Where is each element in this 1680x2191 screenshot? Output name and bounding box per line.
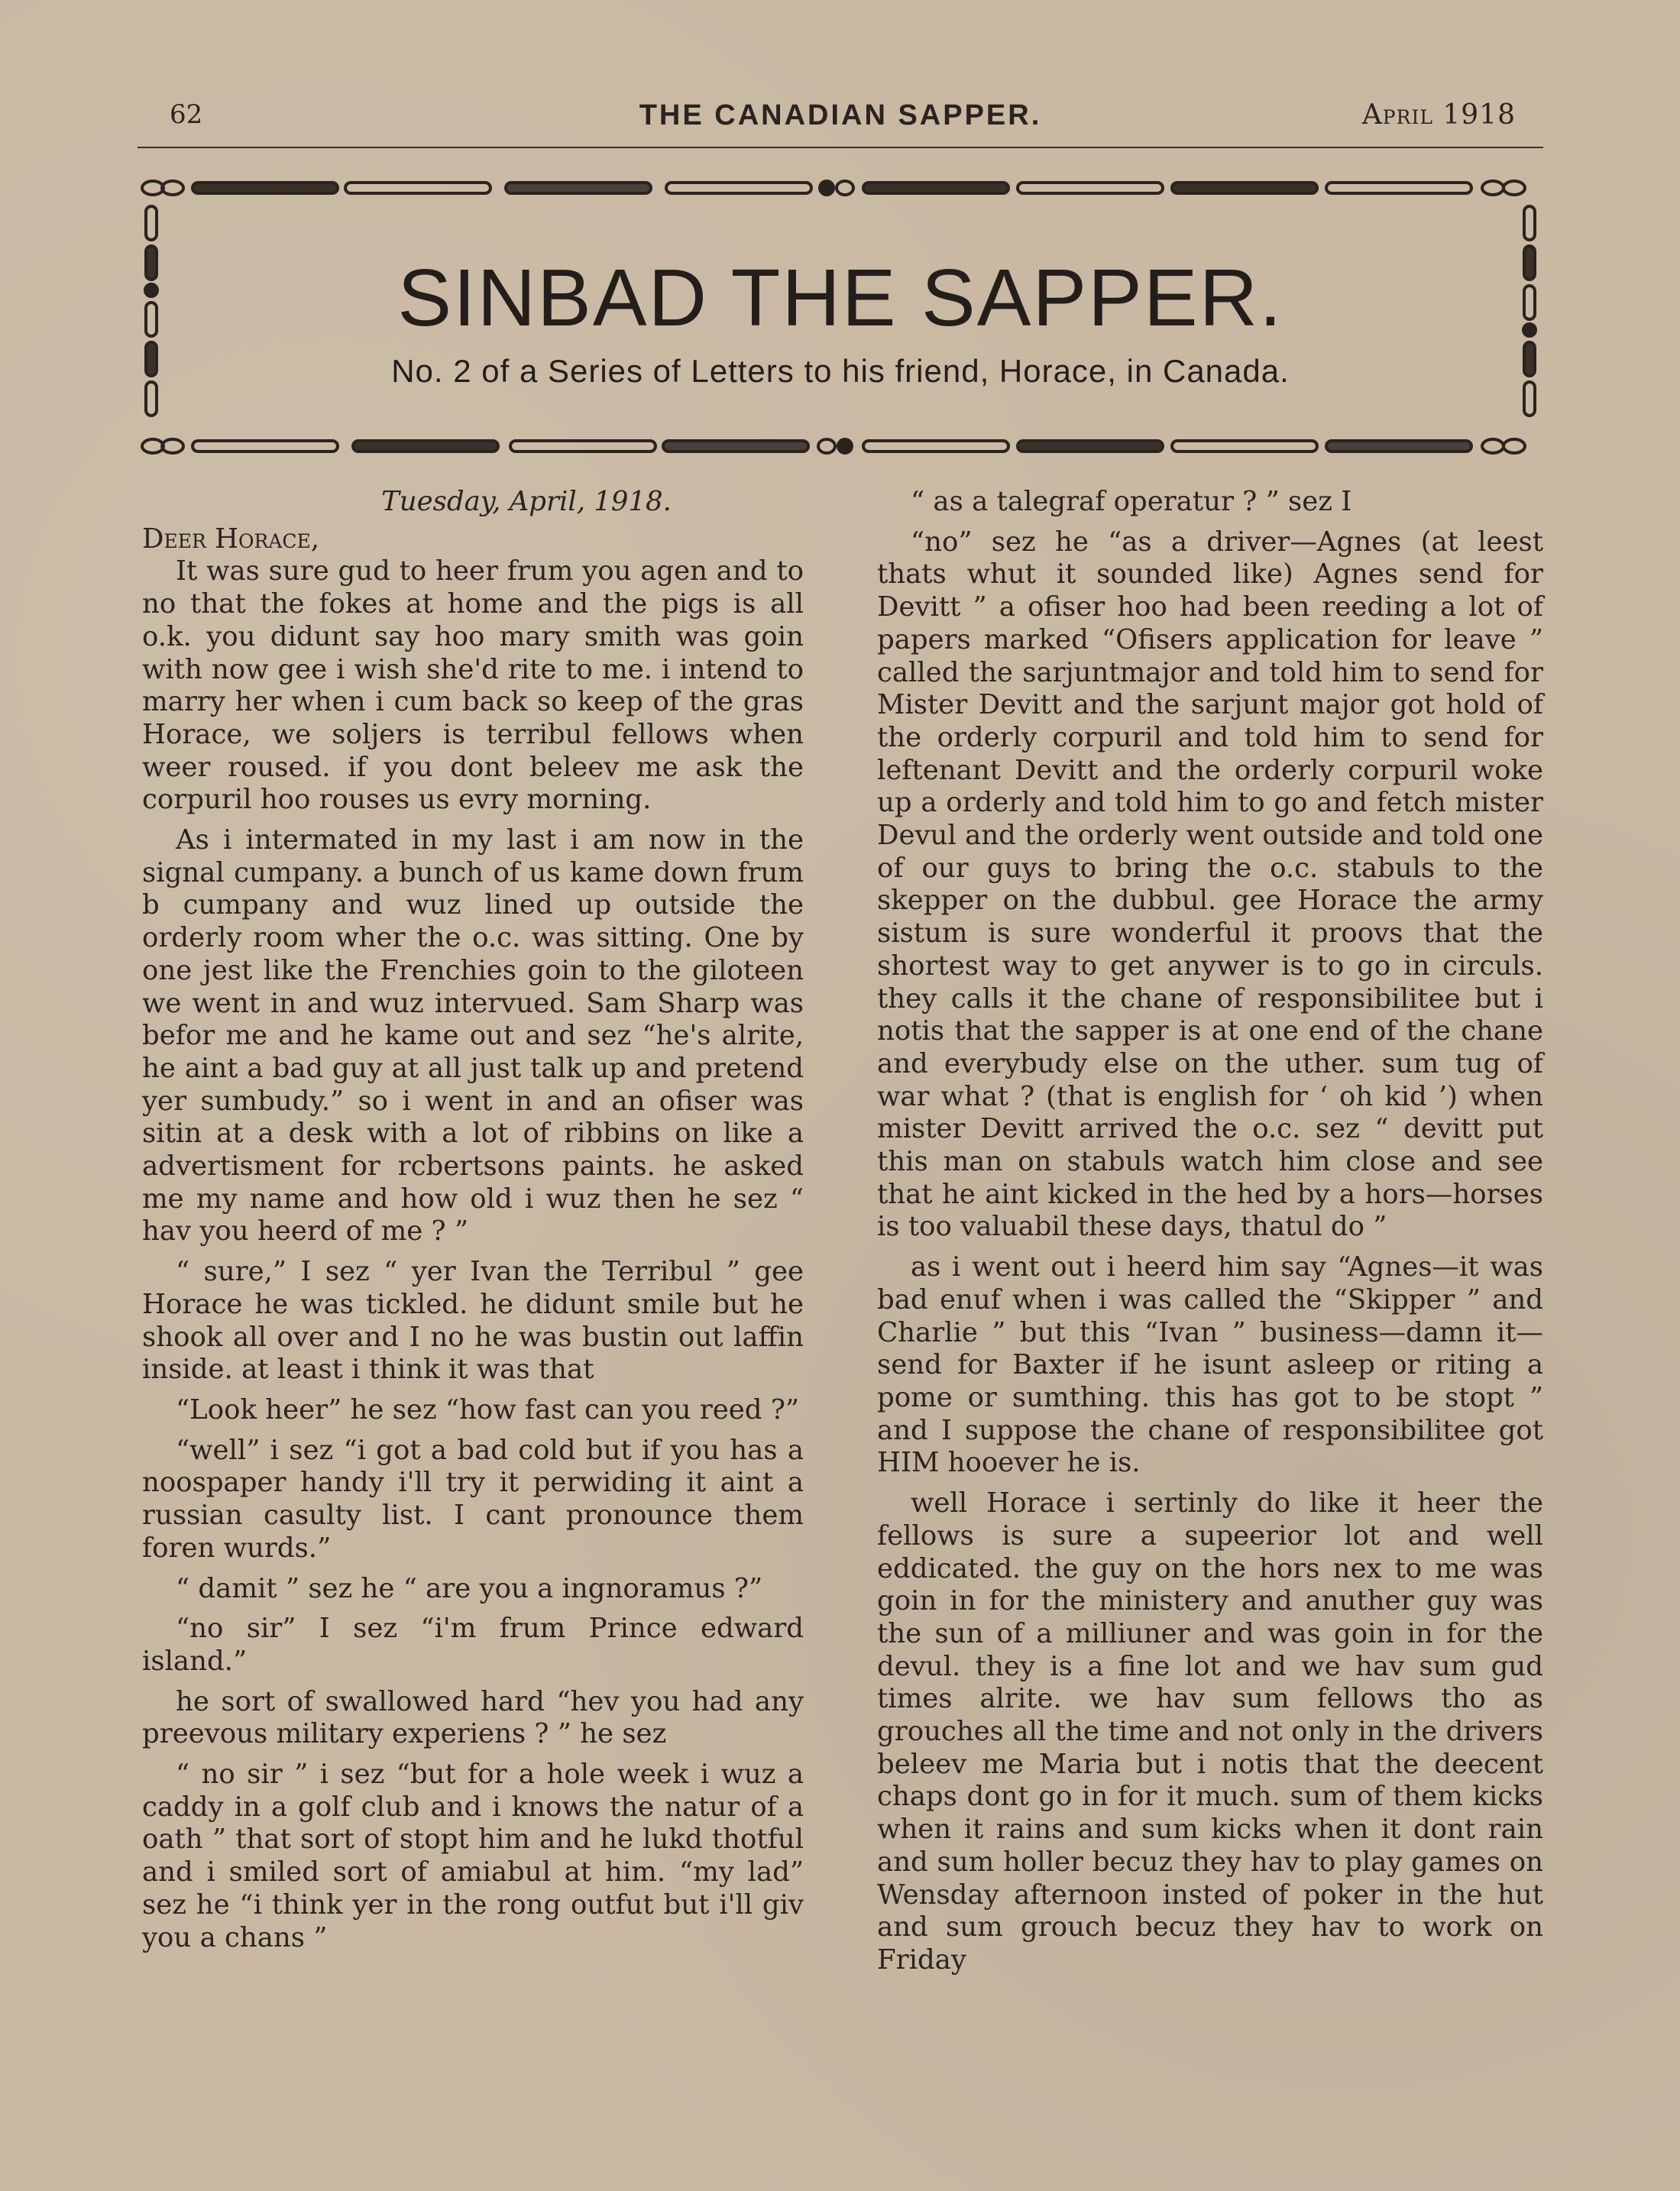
paragraph: he sort of swallowed hard “hev you had any preevous military experiens ? ” he sez [142,1685,804,1750]
paragraph: “ damit ” sez he “ are you a ingnoramus ?” [176,1572,763,1604]
article-title: SINBAD THE SAPPER. [397,253,1283,343]
left-column [142,486,804,1962]
paragraph: “no” sez he “as a driver—Agnes (at leest thats whut it sounded like) Agnes send for Devitt ” a ofiser hoo had been reeding a lot of papers marked “Ofisers application for leave ” called the sarjuntmajor and told him to send for Mister Devitt and the sarjunt major got hold of the orderly corpuril and told him to send for leftenant Devitt and the orderly corpuril woke up a orderly and told him to go and fetch mister Devul and the orderly went outside and told one of our guys to bring the o.c. stabuls to the skepper on the dubbul. gee Horace the army sistum is sure wonderful it proovs that the shortest way to get anywer is to go in circuls. they calls it the chane of responsibilitee but i notis that the sapper is at one end of the chane and everybudy else on the uther. sum tug of war what ? (that is english for ‘ oh kid ’) when mister Devitt arrived the o.c. sez “ devitt put this man on stabuls watch him close and see that he aint kicked in the hed by a hors—horses is too valuabil these days, thatul do ” [877,526,1543,1243]
publication-title: THE CANADIAN SAPPER. [639,99,1042,131]
paragraph: “no sir” I sez “i'm frum Prince edward island.” [142,1613,804,1677]
running-header [138,90,1543,141]
salutation: Deer Horace, [142,523,320,555]
page-number: 62 [170,99,203,130]
dateline: Tuesday, April, 1918. [381,486,672,517]
article-subtitle: No. 2 of a Series of Letters to his friend, Horace, in Canada. [391,353,1290,389]
paragraph: “well” i sez “i got a bad cold but if you has a noospaper handy i'll try it perwiding it aint a russian casulty list. I cant pronounce them foren wurds.” [142,1434,804,1564]
paragraph: “ sure,” I sez “ yer Ivan the Terribul ” gee Horace he was tickled. he didunt smile but he shook all over and I no he was bustin out laffin inside. at least i think it was that [142,1256,804,1386]
paragraph: “ no sir ” i sez “but for a hole week i wuz a caddy in a golf club and i knows the natur of a oath ” that sort of stopt him and he lukd thotful and i smiled sort of amiabul at him. “my lad” sez he “i think yer in the rong outfut but i'll giv you a chans ” [142,1759,804,1953]
paragraph: As i intermated in my last i am now in the signal cumpany. a bunch of us kame down frum b cumpany and wuz lined up outside the orderly room wher the o.c. was sitting. One by one jest like the Frenchies goin to the giloteen we went in and wuz intervued. Sam Sharp was befor me and he kame out and sez “he's alrite, he aint a bad guy at all just talk up and pretend yer sumbudy.” so i went in and an ofiser was sitin at a desk with a lot of ribbins on like a advertisment for rcbertsons paints. he asked me my name and how old i wuz then he sez “ hav you heerd of me ? ” [142,824,804,1248]
right-column [877,486,1543,1985]
header-rule [138,147,1543,148]
issue-date: April 1918 [1361,99,1516,131]
paragraph: well Horace i sertinly do like it heer the fellows is sure a supeerior lot and well eddicated. the guy on the hors nex to me was goin in for the ministery and anuther guy was the sun of a milliuner and was goin in for the devul. they is a fine lot and we hav sum gud times alrite. we hav sum fellows tho as grouches all the time and not only in the drivers beleev me Maria but i notis that the deecent chaps dont go in for it much. sum of them kicks when it rains and sum kicks when it dont rain and sum holler becuz they hav to play games on Wensday afternoon insted of poker in the hut and sum grouch becuz they hav to work on Friday [877,1487,1543,1976]
paragraph: “Look heer” he sez “how fast can you reed ?” [176,1393,799,1426]
paragraph: It was sure gud to heer frum you agen and to no that the fokes at home and the pigs is all o.k. you didunt say hoo mary smith was goin with now gee i wish she'd rite to me. i intend to marry her when i cum back so keep of the gras Horace, we soljers is terribul fellows when weer roused. if you dont beleev me ask the corpuril hoo rouses us evry morning. [142,555,804,816]
title-banner [139,176,1542,458]
paragraph: “ as a talegraf operatur ? ” sez I [911,486,1352,517]
paragraph: as i went out i heerd him say “Agnes—it was bad enuf when i was called the “Skipper ” and Charlie ” but this “Ivan ” business—damn it—send for Baxter if he isunt asleep or riting a pome or sumthing. this has got to be stopt ” and I suppose the chane of responsibilitee got HIM hooever he is. [877,1251,1543,1479]
